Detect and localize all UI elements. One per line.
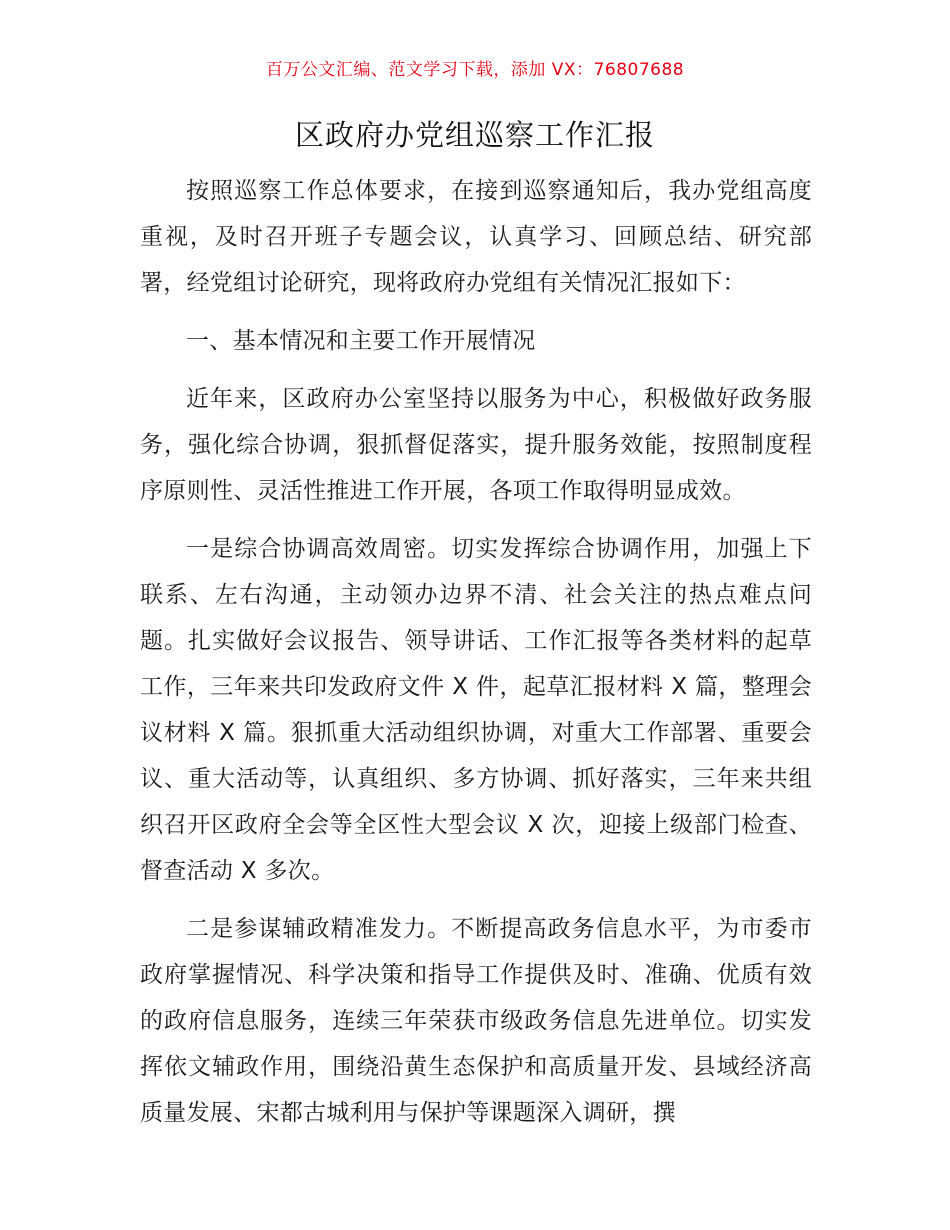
document-title: 区政府办党组巡察工作汇报 <box>294 118 655 152</box>
document-body <box>140 168 812 1136</box>
paragraph-point-one: 一是综合协调高效周密。切实发挥综合协调作用，加强上下联系、左右沟通，主动领办边界不清、社会关注的热点难点问题。扎实做好会议报告、领导讲话、工作汇报等各类材料的起草工作，三年来共印发政府文件 X 件，起草汇报材料 X 篇，整理会议材料 X 篇。狠抓重大活动组织协调，对重大工作部署、重要会议、重大活动等，认真组织、多方协调、抓好落实，三年来共组织召开区政府全会等全区性大型会议 X 次，迎接上级部门检查、督查活动 X 多次。 <box>140 536 812 884</box>
paragraph-intro: 按照巡察工作总体要求，在接到巡察通知后，我办党组高度重视，及时召开班子专题会议，认真学习、回顾总结、研究部署，经党组讨论研究，现将政府办党组有关情况汇报如下： <box>140 178 812 296</box>
header-banner: 百万公文汇编、范文学习下载，添加 VX：76807688 <box>265 60 685 80</box>
paragraph-overview: 近年来，区政府办公室坚持以服务为中心，积极做好政务服务，强化综合协调，狠抓督促落实，提升服务效能，按照制度程序原则性、灵活性推进工作开展，各项工作取得明显成效。 <box>140 386 812 504</box>
paragraph-point-two: 二是参谋辅政精准发力。不断提高政务信息水平，为市委市政府掌握情况、科学决策和指导工作提供及时、准确、优质有效的政府信息服务，连续三年荣获市级政务信息先进单位。切实发挥依文辅政作用，围绕沿黄生态保护和高质量开发、县域经济高质量发展、宋都古城利用与保护等课题深入调研，撰 <box>140 916 812 1126</box>
section-heading: 一、基本情况和主要工作开展情况 <box>186 328 536 354</box>
